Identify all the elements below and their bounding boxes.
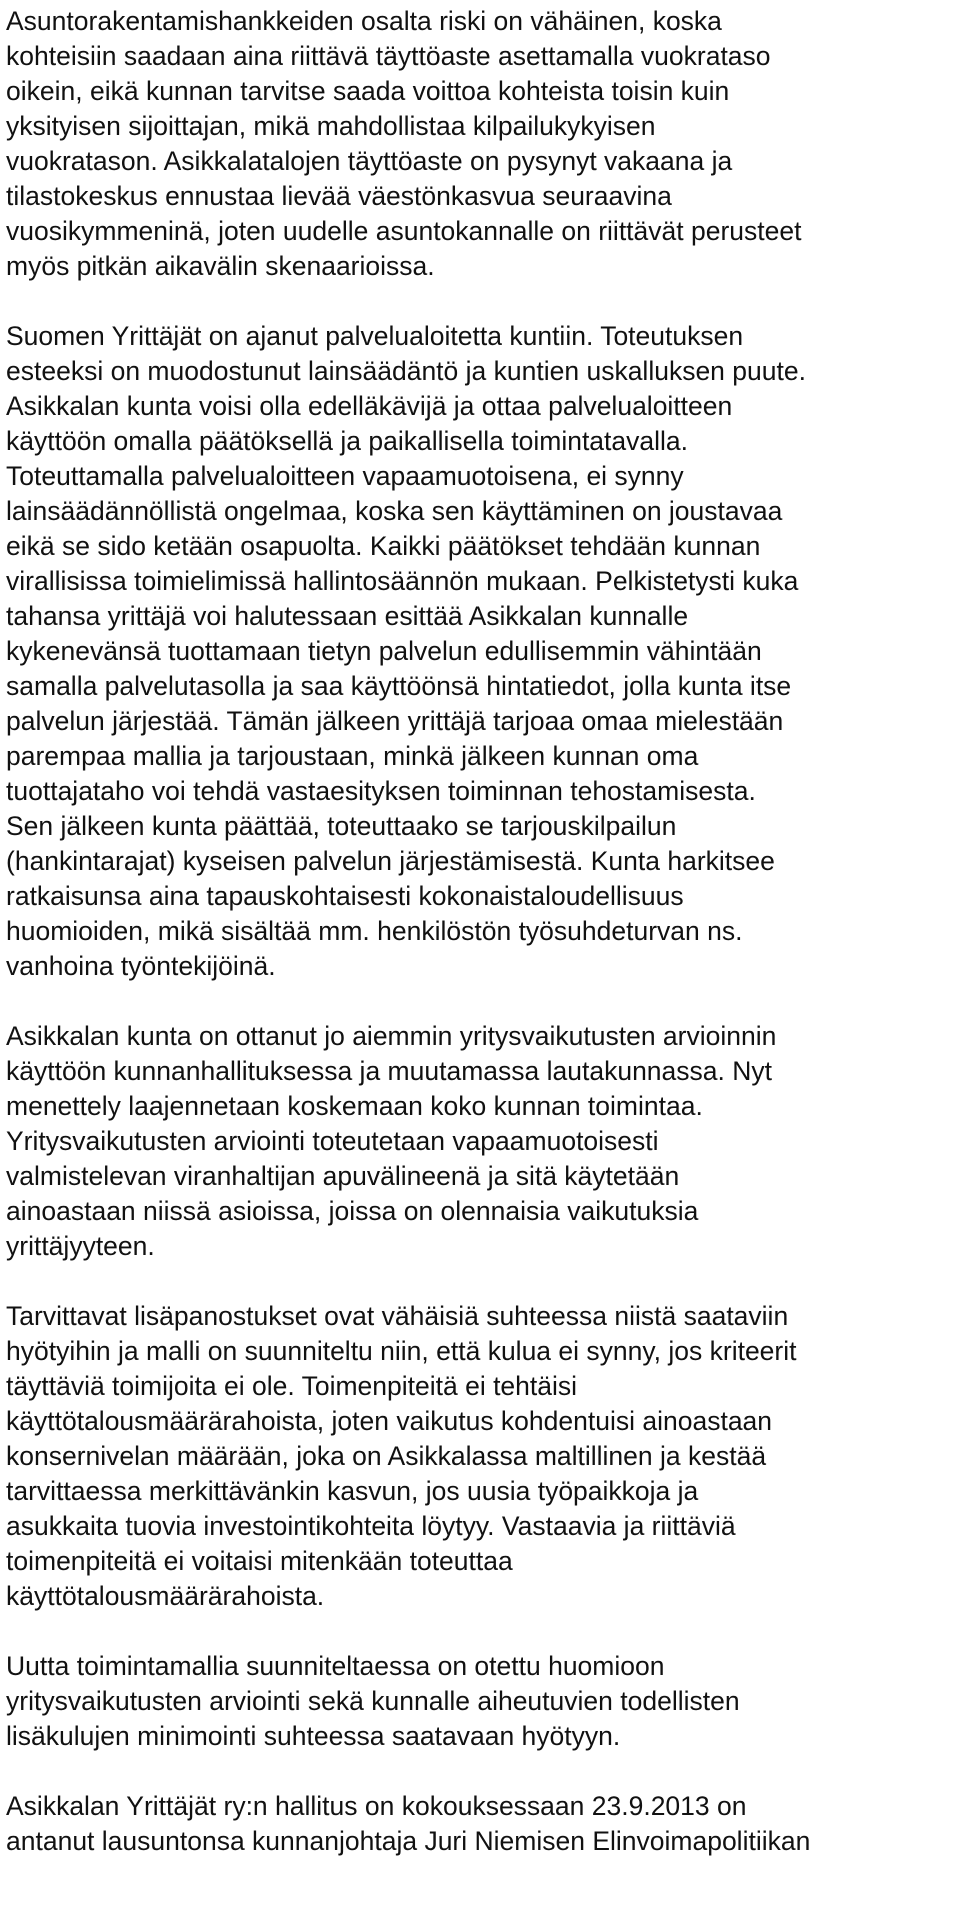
text-line: toimenpiteitä ei voitaisi mitenkään toteuttaa: [6, 1546, 513, 1576]
text-line: hyötyihin ja malli on suunniteltu niin, että kulua ei synny, jos kriteerit: [6, 1336, 797, 1366]
text-line: käyttöön kunnanhallituksessa ja muutamassa lautakunnassa. Nyt: [6, 1056, 772, 1086]
text-line: Tarvittavat lisäpanostukset ovat vähäisiä suhteessa niistä saataviin: [6, 1301, 789, 1331]
text-line: virallisissa toimielimissä hallintosäännön mukaan. Pelkistetysti kuka: [6, 566, 799, 596]
text-line: asukkaita tuovia investointikohteita löytyy. Vastaavia ja riittäviä: [6, 1511, 736, 1541]
text-line: Asikkalan kunta voisi olla edelläkävijä ja ottaa palvelualoitteen: [6, 391, 733, 421]
paragraph-6: [6, 1789, 960, 1859]
text-line: Suomen Yrittäjät on ajanut palvelualoitetta kuntiin. Toteutuksen: [6, 321, 744, 351]
text-line: tuottajataho voi tehdä vastaesityksen toiminnan tehostamisesta.: [6, 776, 756, 806]
text-line: palvelun järjestää. Tämän jälkeen yrittäjä tarjoaa omaa mielestään: [6, 706, 784, 736]
text-line: täyttäviä toimijoita ei ole. Toimenpiteitä ei tehtäisi: [6, 1371, 578, 1401]
text-line: Toteuttamalla palvelualoitteen vapaamuotoisena, ei synny: [6, 461, 684, 491]
text-line: Yritysvaikutusten arviointi toteutetaan vapaamuotoisesti: [6, 1126, 659, 1156]
text-line: antanut lausuntonsa kunnanjohtaja Juri Niemisen Elinvoimapolitiikan: [6, 1826, 811, 1856]
paragraph-3: [6, 1019, 960, 1264]
text-line: yrittäjyyteen.: [6, 1231, 155, 1261]
text-line: Asikkalan Yrittäjät ry:n hallitus on kokouksessaan 23.9.2013 on: [6, 1791, 747, 1821]
text-line: myös pitkän aikavälin skenaarioissa.: [6, 251, 435, 281]
text-line: menettely laajennetaan koskemaan koko kunnan toimintaa.: [6, 1091, 703, 1121]
text-line: ratkaisunsa aina tapauskohtaisesti kokonaistaloudellisuus: [6, 881, 684, 911]
paragraph-2: [6, 319, 960, 984]
text-line: ainoastaan niissä asioissa, joissa on olennaisia vaikutuksia: [6, 1196, 699, 1226]
text-line: valmistelevan viranhaltijan apuvälineenä ja sitä käytetään: [6, 1161, 680, 1191]
text-line: käyttötalousmäärärahoista.: [6, 1581, 325, 1611]
text-line: yritysvaikutusten arviointi sekä kunnalle aiheutuvien todellisten: [6, 1686, 740, 1716]
text-line: parempaa mallia ja tarjoustaan, minkä jälkeen kunnan oma: [6, 741, 699, 771]
text-line: lisäkulujen minimointi suhteessa saatavaan hyötyyn.: [6, 1721, 621, 1751]
text-line: käyttöön omalla päätöksellä ja paikallisella toimintatavalla.: [6, 426, 689, 456]
text-line: Asuntorakentamishankkeiden osalta riski on vähäinen, koska: [6, 6, 722, 36]
text-line: konsernivelan määrään, joka on Asikkalassa maltillinen ja kestää: [6, 1441, 767, 1471]
text-line: eikä se sido ketään osapuolta. Kaikki päätökset tehdään kunnan: [6, 531, 761, 561]
text-line: vuosikymmeninä, joten uudelle asuntokannalle on riittävät perusteet: [6, 216, 802, 246]
text-line: huomioiden, mikä sisältää mm. henkilöstön työsuhdeturvan ns.: [6, 916, 743, 946]
text-line: oikein, eikä kunnan tarvitse saada voittoa kohteista toisin kuin: [6, 76, 730, 106]
text-line: vuokratason. Asikkalatalojen täyttöaste on pysynyt vakaana ja: [6, 146, 733, 176]
text-line: (hankintarajat) kyseisen palvelun järjestämisestä. Kunta harkitsee: [6, 846, 775, 876]
text-line: Sen jälkeen kunta päättää, toteuttaako se tarjouskilpailun: [6, 811, 677, 841]
paragraph-4: [6, 1299, 960, 1614]
text-line: esteeksi on muodostunut lainsäädäntö ja kuntien uskalluksen puute.: [6, 356, 806, 386]
text-line: vanhoina työntekijöinä.: [6, 951, 276, 981]
text-line: samalla palvelutasolla ja saa käyttöönsä hintatiedot, jolla kunta itse: [6, 671, 792, 701]
text-line: Uutta toimintamallia suunniteltaessa on otettu huomioon: [6, 1651, 665, 1681]
text-line: tilastokeskus ennustaa lievää väestönkasvua seuraavina: [6, 181, 672, 211]
paragraph-5: [6, 1649, 960, 1754]
document-page: [6, 4, 960, 1894]
text-line: tahansa yrittäjä voi halutessaan esittää Asikkalan kunnalle: [6, 601, 689, 631]
text-line: käyttötalousmäärärahoista, joten vaikutus kohdentuisi ainoastaan: [6, 1406, 773, 1436]
text-line: Asikkalan kunta on ottanut jo aiemmin yritysvaikutusten arvioinnin: [6, 1021, 777, 1051]
text-line: lainsäädännöllistä ongelmaa, koska sen käyttäminen on joustavaa: [6, 496, 783, 526]
text-line: kykenevänsä tuottamaan tietyn palvelun edullisemmin vähintään: [6, 636, 762, 666]
text-line: yksityisen sijoittajan, mikä mahdollistaa kilpailukykyisen: [6, 111, 656, 141]
text-line: tarvittaessa merkittävänkin kasvun, jos uusia työpaikkoja ja: [6, 1476, 699, 1506]
text-line: kohteisiin saadaan aina riittävä täyttöaste asettamalla vuokrataso: [6, 41, 771, 71]
paragraph-1: [6, 4, 960, 284]
